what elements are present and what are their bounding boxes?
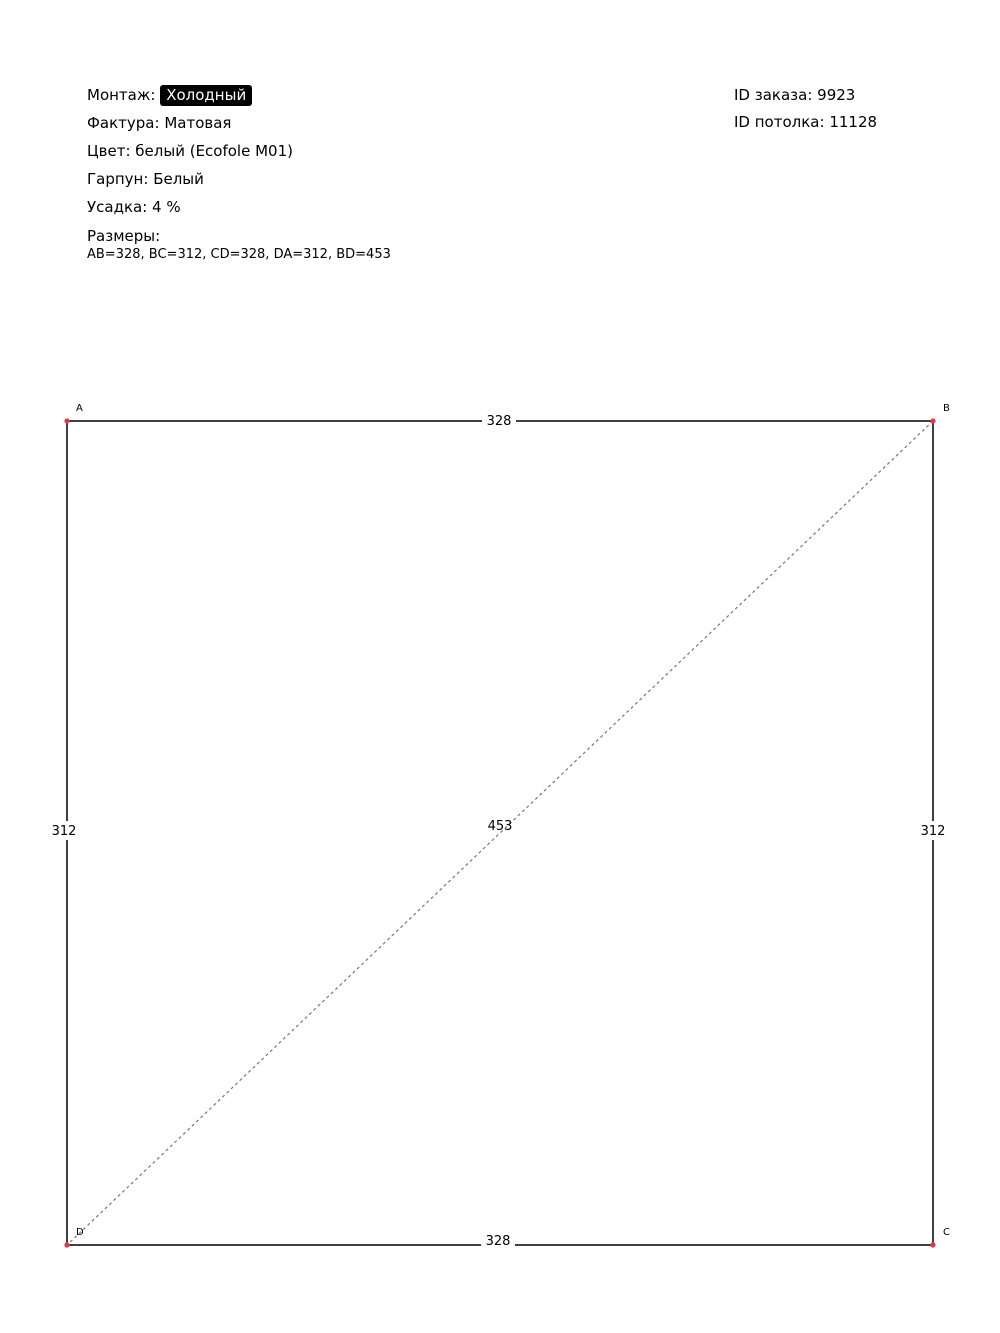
shrink-value: 4 %	[152, 198, 181, 216]
side-bc-length: 312	[920, 824, 946, 839]
texture-label: Фактура:	[87, 114, 160, 132]
mounting-label: Монтаж:	[87, 86, 156, 104]
vertex-b-dot	[930, 418, 935, 423]
vertex-b-label: B	[943, 403, 950, 414]
vertex-c-label: C	[943, 1227, 950, 1238]
vertex-d-label: D	[76, 1227, 84, 1238]
side-ab-length: 328	[486, 414, 512, 429]
shrink-label: Усадка:	[87, 198, 148, 216]
ceiling-id-value: 11128	[829, 113, 878, 131]
mounting-badge: Холодный	[160, 85, 252, 106]
color-value: белый (Ecofole M01)	[135, 142, 293, 160]
vertex-d-dot	[64, 1242, 69, 1247]
ceiling-id-label: ID потолка:	[734, 113, 825, 131]
side-da-length: 312	[51, 824, 77, 839]
order-id-value: 9923	[817, 86, 856, 104]
sizes-value: AB=328, BC=312, CD=328, DA=312, BD=453	[87, 247, 391, 262]
vertex-a-dot	[64, 418, 69, 423]
diagonal-bd-length: 453	[487, 819, 513, 834]
order-id-label: ID заказа:	[734, 86, 813, 104]
harpoon-value: Белый	[153, 170, 204, 188]
vertex-a-label: A	[76, 403, 83, 414]
harpoon-label: Гарпун:	[87, 170, 149, 188]
side-cd-length: 328	[485, 1234, 511, 1249]
sizes-label: Размеры:	[87, 227, 161, 245]
texture-value: Матовая	[164, 114, 232, 132]
vertex-c-dot	[930, 1242, 935, 1247]
color-label: Цвет:	[87, 142, 131, 160]
